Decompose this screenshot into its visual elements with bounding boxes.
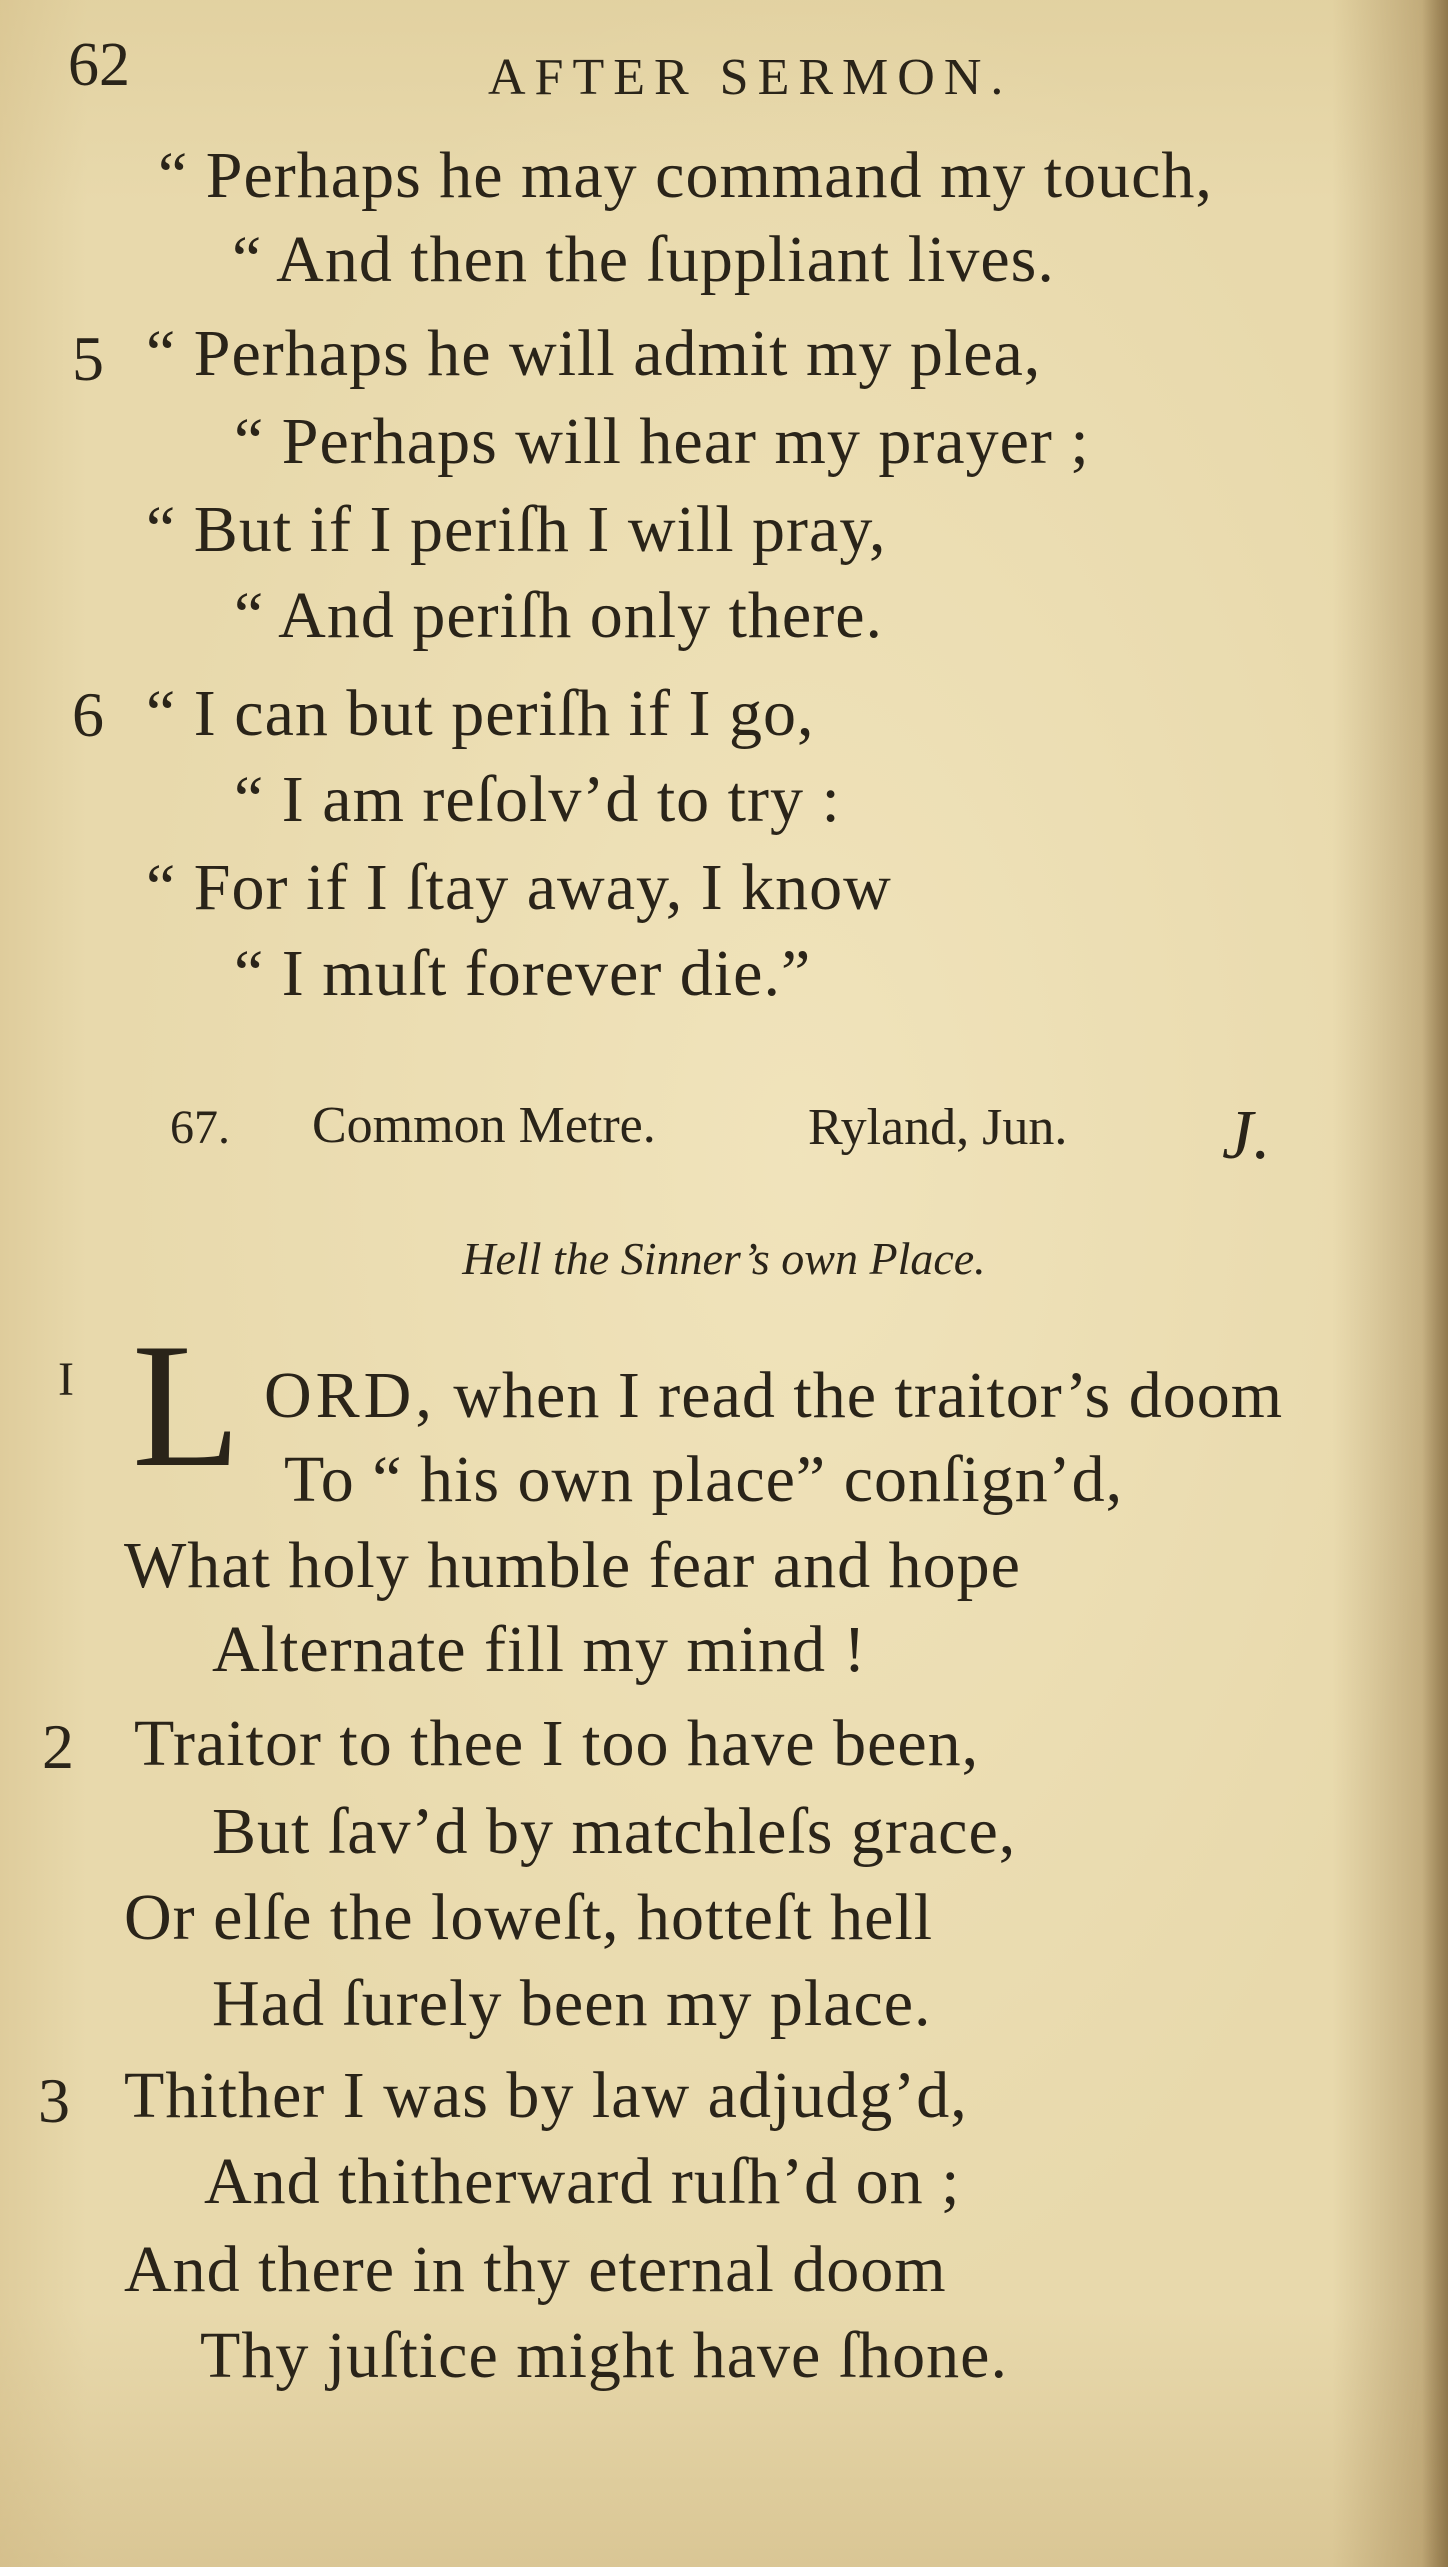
hymn-metre: Common Metre. — [312, 1097, 656, 1154]
hymn-number: 67. — [170, 1101, 230, 1154]
verse-line: “ I muſt forever die.” — [234, 937, 812, 1010]
verse-line: “ Perhaps he will admit my plea, — [146, 317, 1042, 390]
verse-line: Alternate fill my mind ! — [212, 1613, 867, 1686]
verse-line — [264, 1358, 1283, 1434]
verse-line: And there in thy eternal doom — [124, 2233, 947, 2306]
verse-line: Had ſurely been my place. — [212, 1967, 932, 2040]
page-number: 62 — [68, 31, 130, 99]
stanza-number: I — [58, 1353, 74, 1406]
verse-line: “ For if I ſtay away, I know — [146, 851, 892, 924]
verse-line: And thitherward ruſh’d on ; — [204, 2145, 961, 2218]
running-head: AFTER SERMON. — [488, 49, 1013, 106]
stanza-number: 3 — [38, 2065, 70, 2136]
verse-line: What holy humble fear and hope — [124, 1529, 1021, 1602]
verse-number: 6 — [72, 679, 104, 750]
verse-number: 5 — [72, 323, 104, 394]
verse-line: “ I am reſolv’d to try : — [234, 763, 841, 836]
verse-line: “ I can but periſh if I go, — [146, 677, 815, 750]
verse-line: “ Perhaps he may command my touch, — [158, 139, 1213, 212]
drop-cap: L — [132, 1306, 241, 1504]
stanza-number: 2 — [42, 1711, 74, 1782]
signature-letter: J. — [1222, 1097, 1271, 1174]
verse-line: Thither I was by law adjudg’d, — [124, 2059, 968, 2132]
verse-line: “ Perhaps will hear my prayer ; — [234, 405, 1090, 478]
verse-line: “ And then the ſuppliant lives. — [232, 223, 1055, 296]
verse-line: “ But if I periſh I will pray, — [146, 493, 887, 566]
verse-line: Thy juſtice might have ſhone. — [200, 2319, 1008, 2392]
small-caps-word: ORD, — [264, 1359, 436, 1432]
hymn-author: Ryland, Jun. — [808, 1099, 1068, 1156]
verse-line: Or elſe the loweſt, hotteſt hell — [124, 1881, 934, 1954]
verse-line: To “ his own place” conſign’d, — [284, 1443, 1124, 1516]
verse-line-text: when I read the traitor’s doom — [453, 1359, 1284, 1432]
hymn-title: Hell the Sinner’s own Place. — [462, 1233, 986, 1284]
verse-line: Traitor to thee I too have been, — [134, 1707, 980, 1780]
verse-line: But ſav’d by matchleſs grace, — [212, 1795, 1017, 1868]
verse-line: “ And periſh only there. — [234, 579, 884, 652]
